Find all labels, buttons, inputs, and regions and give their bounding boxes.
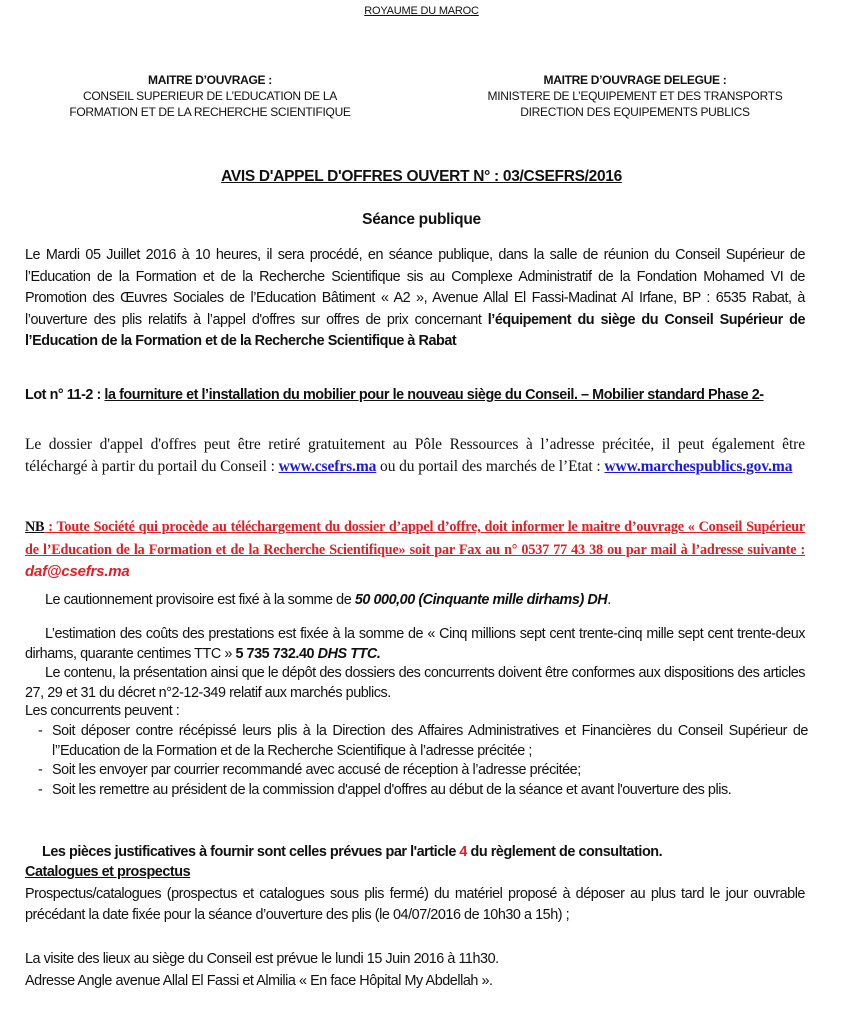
list-dash: - <box>38 781 43 798</box>
page-subtitle: Séance publique <box>362 211 481 228</box>
contenu-paragraph <box>25 664 805 703</box>
visite-paragraph: La visite des lieux au siège du Conseil est prévue le lundi 15 Juin 2016 à 11h30. <box>25 951 499 967</box>
caution-text: Le cautionnement provisoire est fixé à la somme de <box>45 592 355 608</box>
csefrs-link[interactable]: www.csefrs.ma <box>278 458 377 475</box>
pieces-text2: du règlement de consultation. <box>466 844 663 860</box>
maitre-ouvrage-title: MAITRE D’OUVRAGE : <box>148 73 272 87</box>
intro-text: Le Mardi 05 Juillet 2016 à 10 heures, il sera procédé, en séance publique, dans la salle de réunion du Conseil Supérieur de l’Education de la Formation et de la Recherche Scientifique sis au Complexe Administratif de la Fondation Mohamed VI de Promotion des Œuvres Sociales de l’Education Bâtiment « A2 », Avenue Allal El Fassi-Madinat Al Irfane, BP : 6535 Rabat, à l’ouverture des plis relatifs à l’appel d'offres sur offres de prix concernant <box>25 247 805 328</box>
maitre-ouvrage-delegue-line2: DIRECTION DES EQUIPEMENTS PUBLICS <box>520 105 750 119</box>
catalogues-paragraph: Prospectus/catalogues (prospectus et catalogues sous plis fermé) du matériel proposé à déposer au plus tard le jour ouvrable précédant la date fixée pour la séance d’ouverture des plis (le 04/07/2016 de 10h30 a 15h) ; <box>25 886 805 923</box>
maitre-ouvrage-block <box>30 72 390 120</box>
list-item-text: Soit les remettre au président de la commission d'appel d'offres au début de la séance et avant l'ouverture des plis. <box>52 781 732 798</box>
maitre-ouvrage-delegue-block <box>450 72 820 120</box>
dossier-paragraph <box>25 434 805 478</box>
pieces-article: 4 <box>459 844 467 860</box>
estimation-amount: 5 735 732.40 <box>235 645 315 662</box>
intro-paragraph <box>25 245 805 353</box>
nb-label: NB <box>25 519 45 535</box>
concurrents-list <box>38 722 808 800</box>
adresse-paragraph: Adresse Angle avenue Allal El Fassi et Almilia « En face Hôpital My Abdellah ». <box>25 973 493 989</box>
nb-text: Toute Société qui procède au téléchargement du dossier d’appel d’offre, doit informer le maitre d’ouvrage « Conseil Supérieur de l’Education de la Formation et de la Recherche Scientifique» soit par Fax au n° 0537 77 43 38 ou par mail à l’adresse suivante : <box>25 519 805 558</box>
estimation-paragraph <box>25 625 805 664</box>
kingdom-header: ROYAUME DU MAROC <box>364 5 479 17</box>
catalogues-title: Catalogues et prospectus <box>25 864 191 880</box>
caution-paragraph <box>45 592 611 608</box>
dossier-text2: ou du portail des marchés de l’Etat : <box>376 458 605 475</box>
contact-email[interactable]: daf@csefrs.ma <box>25 563 130 580</box>
nb-notice <box>25 516 805 584</box>
page-title: AVIS D'APPEL D'OFFRES OUVERT N° : 03/CSEFRS/2016 <box>221 168 622 185</box>
maitre-ouvrage-line1: CONSEIL SUPERIEUR DE L’EDUCATION DE LA <box>83 89 337 103</box>
pieces-justificatives <box>42 844 662 860</box>
maitre-ouvrage-line2: FORMATION ET DE LA RECHERCHE SCIENTIFIQUE <box>69 105 351 119</box>
lot-paragraph <box>25 385 805 406</box>
list-dash: - <box>38 762 43 778</box>
estimation-currency: DHS TTC. <box>314 645 381 662</box>
list-dash: - <box>38 723 43 739</box>
nb-colon: : <box>44 519 57 535</box>
list-item <box>38 722 808 761</box>
lot-description: la fourniture et l’installation du mobilier pour le nouveau siège du Conseil. – Mobilier standard Phase 2- <box>104 387 764 403</box>
caution-amount: 50 000,00 (Cinquante mille dirhams) DH <box>354 592 608 608</box>
concurrents-intro: Les concurrents peuvent : <box>25 703 180 719</box>
dossier-text1: Le dossier d'appel d'offres peut être retiré gratuitement au Pôle Ressources à l’adresse précitée, il peut également être téléchargé à partir du portail du Conseil : <box>25 436 805 475</box>
list-item <box>38 761 808 781</box>
maitre-ouvrage-delegue-title: MAITRE D’OUVRAGE DELEGUE : <box>543 73 727 87</box>
maitre-ouvrage-delegue-line1: MINISTERE DE L’EQUIPEMENT ET DES TRANSPORTS <box>487 89 783 103</box>
list-item-text: Soit déposer contre récépissé leurs plis à la Direction des Affaires Administratives et Financières du Conseil Supérieur de l’’Education de la Formation et de la Recherche Scientifique à l’adresse précitée ; <box>52 723 808 759</box>
list-item <box>38 781 808 801</box>
marchespublics-link[interactable]: www.marchespublics.gov.ma <box>604 458 793 475</box>
estimation-text: L’estimation des coûts des prestations est fixée à la somme de « Cinq millions sept cent trente-cinq mille sept cent trente-deux dirhams, quarante centimes TTC » <box>25 626 805 662</box>
contenu-text: Le contenu, la présentation ainsi que le dépôt des dossiers des concurrents doivent être conformes aux dispositions des articles 27, 29 et 31 du décret n°2-12-349 relatif aux marchés publics. <box>25 665 805 701</box>
pieces-text1: Les pièces justificatives à fournir sont celles prévues par l'article <box>42 844 460 860</box>
intro-object: l’équipement du siège du Conseil Supérieur de l’Education de la Formation et de la Recherche Scientifique à Rabat <box>25 311 805 349</box>
lot-label: Lot n° 11-2 : <box>25 387 105 403</box>
list-item-text: Soit les envoyer par courrier recommandé avec accusé de réception à l’adresse précitée; <box>52 762 581 778</box>
caution-end: . <box>607 592 611 608</box>
